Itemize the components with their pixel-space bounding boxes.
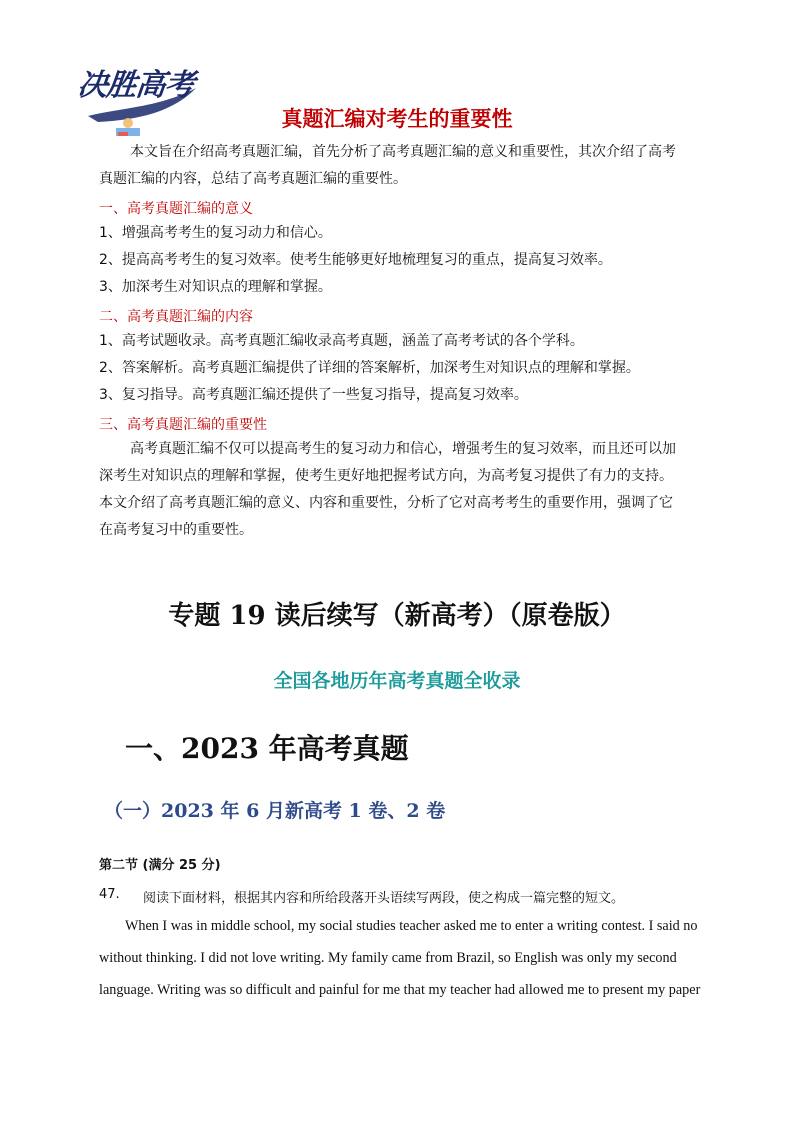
heading-exam: （一）2023 年 6 月新高考 1 卷、2 卷 <box>104 800 446 822</box>
topic-title: 专题 19 读后续写（新高考）（原卷版） <box>168 601 626 631</box>
logo-text: 决胜高考 <box>75 68 196 103</box>
section-label: 第二节 (满分 25 分) <box>99 858 221 873</box>
paragraph-line: 高考真题汇编不仅可以提高考生的复习动力和信心，增强考生的复习效率，而且还可以加 <box>130 441 676 457</box>
question-number: 47. <box>99 887 120 902</box>
list-item: 1、增强高考考生的复习动力和信心。 <box>99 225 332 241</box>
paragraph-line: 深考生对知识点的理解和掌握，使考生更好地把握考试方向，为高考复习提供了有力的支持。 <box>99 468 673 484</box>
passage-line: When I was in middle school, my social studies teacher asked me to enter a writing contest. I said no <box>125 918 698 934</box>
passage-line: language. Writing was so difficult and painful for me that my teacher had allowed me to present my paper <box>99 982 701 998</box>
intro-line-1: 本文旨在介绍高考真题汇编，首先分析了高考真题汇编的意义和重要性，其次介绍了高考 <box>130 144 676 160</box>
paragraph-line: 本文介绍了高考真题汇编的意义、内容和重要性，分析了它对高考考生的重要作用，强调了它 <box>99 495 673 511</box>
passage-line: without thinking. I did not love writing. My family came from Brazil, so English was only my second <box>99 950 677 966</box>
intro-line-2: 真题汇编的内容，总结了高考真题汇编的重要性。 <box>99 171 407 187</box>
section-heading-content: 二、高考真题汇编的内容 <box>99 309 253 325</box>
section-heading-importance: 三、高考真题汇编的重要性 <box>99 417 267 433</box>
list-item: 2、答案解析。高考真题汇编提供了详细的答案解析，加深考生对知识点的理解和掌握。 <box>99 360 640 376</box>
section-heading-meaning: 一、高考真题汇编的意义 <box>99 201 253 217</box>
subtitle: 全国各地历年高考真题全收录 <box>273 670 521 692</box>
question-instruction: 阅读下面材料，根据其内容和所给段落开头语续写两段，使之构成一篇完整的短文。 <box>143 891 625 906</box>
paragraph-line: 在高考复习中的重要性。 <box>99 522 253 538</box>
list-item: 1、高考试题收录。高考真题汇编收录高考真题，涵盖了高考考试的各个学科。 <box>99 333 584 349</box>
list-item: 2、提高高考考生的复习效率。使考生能够更好地梳理复习的重点，提高复习效率。 <box>99 252 612 268</box>
list-item: 3、加深考生对知识点的理解和掌握。 <box>99 279 332 295</box>
list-item: 3、复习指导。高考真题汇编还提供了一些复习指导，提高复习效率。 <box>99 387 528 403</box>
document-title: 真题汇编对考生的重要性 <box>281 107 513 131</box>
heading-year: 一、2023 年高考真题 <box>125 732 409 765</box>
